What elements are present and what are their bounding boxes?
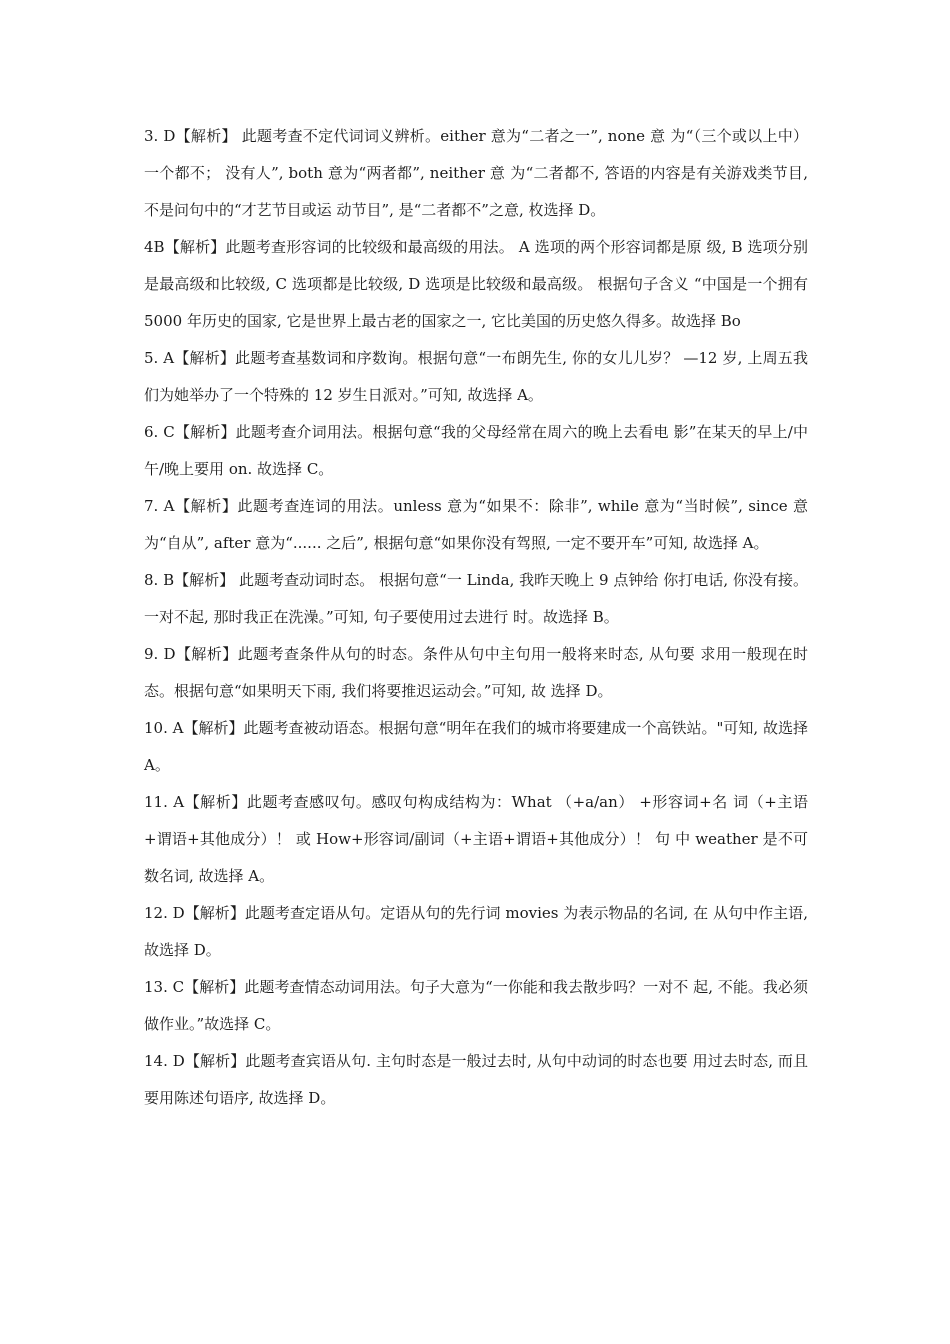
answer-item-8: 8. B【解析】 此题考查动词时态。 根据句意“一 Linda, 我昨天晚上 9 点钟给 你打电话, 你没有接。一对不起, 那时我正在洗澡。”可知, 句子要使用过去进行 时。故选择 B。 bbox=[144, 571, 808, 626]
answer-item-7: 7. A【解析】此题考查连词的用法。unless 意为“如果不：除非”, while 意为“当时候”, since 意为“自从”, after 意为“...... 之后”, 根据句意“如果你没有驾照, 一定不要开车”可知, 故选择 A。 bbox=[144, 497, 808, 552]
answer-item-3: 3. D【解析】 此题考查不定代词词义辨析。either 意为“二者之一”, none 意 为“（三个或以上中） 一个都不； 没有人”, both 意为“两者都”, neither 意 为“二者都不, 答语的内容是有关游戏类节目, 不是问句中的“才艺节目或运 动节目”, 是“二者都不”之意, 枚选择 D。 bbox=[144, 127, 808, 219]
answer-item-6: 6. C【解析】此题考查介词用法。根据句意“我的父母经常在周六的晚上去看电 影”在某天的早上/中午/晚上要用 on. 故选择 C。 bbox=[144, 423, 808, 478]
answer-item-5: 5. A【解析】此题考查基数词和序数询。根据句意“一布朗先生, 你的女儿儿岁？ —12 岁, 上周五我们为她举办了一个特殊的 12 岁生日派对。”可知, 故选择 A。 bbox=[144, 349, 808, 404]
answer-item-14: 14. D【解析】此题考查宾语从句. 主句时态是一般过去时, 从句中动词的时态也要 用过去时态, 而且要用陈述句语序, 故选择 D。 bbox=[144, 1052, 808, 1107]
answer-item-10: 10. A【解析】此题考查被动语态。根据句意“明年在我们的城市将要建成一个高铁站。"可知, 故选择 A。 bbox=[144, 719, 808, 774]
answer-item-9: 9. D【解析】此题考查条件从句的时态。条件从句中主句用一般将来时态, 从句要 求用一般现在时态。根据句意“如果明天下雨, 我们将要推迟运动会。”可知, 故 选择 D。 bbox=[144, 645, 808, 700]
answer-item-4: 4B【解析】此题考查形容词的比较级和最高级的用法。 A 选项的两个形容词都是原 级, B 选项分别是最高级和比较级, C 选项都是比较级, D 选项是比较级和最高级。 根据句子含义 “中国是一个拥有 5000 年历史的国家, 它是世界上最古老的国家之一, 它比美国的历史悠久得多。故选择 Bo bbox=[144, 238, 808, 330]
answer-item-12: 12. D【解析】此题考查定语从句。定语从句的先行词 movies 为表示物品的名词, 在 从句中作主语, 故选择 D。 bbox=[144, 904, 808, 959]
answer-explanations bbox=[144, 118, 808, 1117]
answer-item-11: 11. A【解析】此题考查感叹句。感叹句构成结构为：What （+a/an） +形容词+名 词（+主语+谓语+其他成分）！ 或 How+形容词/副词（+主语+谓语+其他成分）！ 句 中 weather 是不可数名词, 故选择 A。 bbox=[144, 793, 808, 885]
answer-item-13: 13. C【解析】此题考查情态动词用法。句子大意为“一你能和我去散步吗？一对不 起, 不能。我必须做作业。”故选择 C。 bbox=[144, 978, 808, 1033]
